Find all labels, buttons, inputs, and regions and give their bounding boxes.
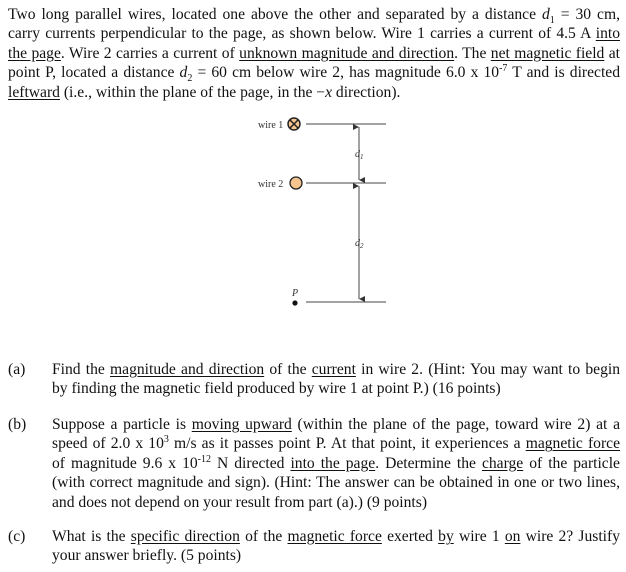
underlined-text: magnetic force <box>525 435 621 453</box>
text-segment: of the particle <box>523 454 620 472</box>
wire1-into-page-icon <box>288 118 300 130</box>
underlined-text: into the page <box>290 454 376 472</box>
text-segment: -7 <box>499 62 508 74</box>
text-segment: d <box>541 6 550 23</box>
text-segment: -12 <box>197 453 212 465</box>
d1-label: $d_1$ <box>355 149 364 161</box>
text-segment: = 30 cm, <box>554 6 620 23</box>
text-segment: (within the plane of the page, toward wire 2) at a <box>291 416 620 433</box>
underlined-text: on <box>504 528 521 545</box>
text-segment: m/s as it passes point P. At that point, it experiences a <box>168 435 526 453</box>
part-label: (b) <box>8 416 27 433</box>
text-segment: T and is directed <box>507 64 621 82</box>
underlined-text: net magnetic field <box>490 44 605 62</box>
point-p-dot <box>292 300 297 305</box>
text-segment: N directed <box>211 454 291 472</box>
part-question <box>52 415 620 512</box>
text-segment: What is the <box>52 528 131 545</box>
text-segment: carry currents perpendicular to the page, as shown below. Wire 1 carries a current of 4.5 A <box>8 25 596 43</box>
text-segment: . Wire 2 carries a current of <box>60 44 240 62</box>
text-segment: 2 <box>187 73 193 85</box>
text-segment: d <box>179 64 188 82</box>
text-segment: of the <box>264 361 312 378</box>
text-line <box>52 493 620 512</box>
text-segment: . Determine the <box>375 454 482 472</box>
text-line <box>52 473 620 492</box>
text-line <box>52 415 620 434</box>
underlined-text: specific direction <box>130 528 240 545</box>
text-segment: speed of 2.0 x 10 <box>52 435 164 453</box>
wire2-label: wire 2 <box>258 179 284 190</box>
underlined-text: charge <box>481 454 524 472</box>
text-segment: x <box>325 83 333 101</box>
text-line <box>52 360 620 379</box>
underlined-text: the page <box>8 44 61 62</box>
text-segment: your answer briefly. (5 points) <box>52 547 242 565</box>
text-segment: Two long parallel wires, located one above the other and separated by a distance <box>8 6 542 23</box>
text-line <box>52 454 620 473</box>
text-segment: at <box>604 44 620 62</box>
text-segment: Suppose a particle is <box>52 416 192 433</box>
underlined-text: moving upward <box>191 416 292 433</box>
part-label: (a) <box>8 361 26 378</box>
d2-label: $d_2$ <box>355 238 364 250</box>
text-segment: 1 <box>549 15 555 27</box>
text-segment: 3 <box>163 434 169 446</box>
part-question <box>52 527 620 566</box>
text-line <box>52 434 620 453</box>
text-segment: of the <box>239 528 288 545</box>
wire2-icon <box>290 177 302 189</box>
text-segment: . The <box>454 44 491 62</box>
underlined-text: into <box>595 25 620 43</box>
text-segment: and does not depend on your result from part (a).) (9 points) <box>52 493 428 511</box>
underlined-text: magnetic force <box>287 528 382 545</box>
text-segment: in wire 2. (Hint: You may want to begin <box>355 361 621 378</box>
text-line <box>52 546 620 565</box>
point-p-label: P <box>292 288 299 299</box>
part-question <box>52 360 620 399</box>
text-segment: exerted <box>381 528 439 545</box>
text-segment: (with correct magnitude and sign). (Hint: The answer can be obtained in one or two lines, <box>52 474 620 492</box>
text-line <box>52 379 620 398</box>
text-segment: by finding the magnetic field produced by wire 1 at point P.) (16 points) <box>52 380 501 398</box>
text-segment: direction). <box>332 83 401 101</box>
text-line <box>52 527 620 546</box>
text-segment: wire 1 <box>453 528 505 545</box>
wire1-label: wire 1 <box>258 120 284 131</box>
underlined-text: unknown magnitude and direction <box>239 44 455 62</box>
underlined-text: leftward <box>8 83 60 101</box>
underlined-text: magnitude and direction <box>110 361 265 378</box>
text-segment: point P, located a distance <box>8 64 180 82</box>
text-segment: wire 2? Justify <box>520 528 621 545</box>
part-label: (c) <box>8 528 26 545</box>
text-segment: Find the <box>52 361 111 378</box>
text-segment: = 60 cm below wire 2, has magnitude 6.0 x 10 <box>192 64 500 82</box>
underlined-text: current <box>311 361 356 378</box>
text-segment: of magnitude 9.6 x 10 <box>52 454 198 472</box>
underlined-text: by <box>438 528 454 545</box>
text-segment: (i.e., within the plane of the page, in the − <box>59 83 326 101</box>
